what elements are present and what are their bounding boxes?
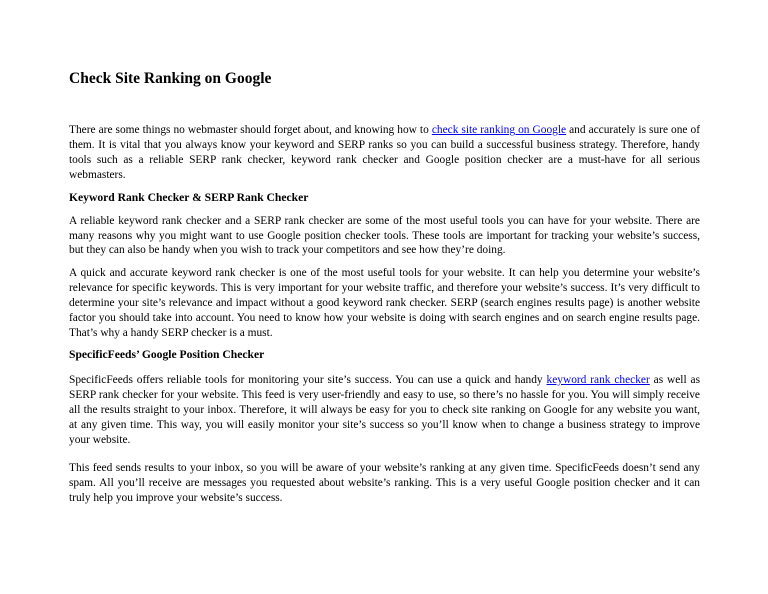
check-site-ranking-link[interactable]: check site ranking on Google <box>431 124 567 136</box>
section-heading-keyword-rank-checker: Keyword Rank Checker & SERP Rank Checker <box>69 190 309 204</box>
keyword-rank-checker-link[interactable]: keyword rank checker <box>546 373 650 386</box>
section2-paragraph-1 <box>69 373 700 448</box>
intro-text-after: and accurately is sure one of them. It is vital that you always know your keyword and SERP ranks so you can build a successful business strategy. Therefore, handy tools such as a reliable SERP rank checker, keyword rank checker and Google position checker are a must-have for all serious webmasters. <box>69 124 701 181</box>
section1-paragraph-1: A reliable keyword rank checker and a SERP rank checker are some of the most useful tools you can have for your website. There are many reasons why you might want to use Google position checker tools. These tools are important for tracking your website’s success, but they can also be handy when you wish to track your competitors and see how they’re doing. <box>69 214 700 257</box>
page-title: Check Site Ranking on Google <box>69 70 272 87</box>
section1-paragraph-2: A quick and accurate keyword rank checker is one of the most useful tools for your website. It can help you determine your website’s relevance for specific keywords. This is very important for your website traffic, and therefore your website’s success. It’s very difficult to determine your site’s relevance and impact without a good keyword rank checker. SERP (search engines results page) is another website factor you should take into account. You need to know how your website is doing with search engines and on search engine results page. That’s why a handy SERP checker is a must. <box>69 267 700 339</box>
section2-text-after: as well as SERP rank checker for your website. This feed is very user-friendly and easy to use, so there’s no hassle for you. You will simply receive all the results straight to your inbox. Therefore, it will always be easy for you to check site ranking on Google for any website you want, at any given time. This way, you will easily monitor your site’s success so you’ll know when to change a business strategy to improve your website. <box>69 373 701 446</box>
intro-paragraph <box>69 123 700 183</box>
section2-text-before: SpecificFeeds offers reliable tools for monitoring your site’s success. You can use a quick and handy <box>69 373 547 386</box>
section-heading-google-position-checker: SpecificFeeds’ Google Position Checker <box>69 347 265 361</box>
document-page <box>69 70 700 506</box>
intro-text-before: There are some things no webmaster should forget about, and knowing how to <box>69 124 432 136</box>
section2-paragraph-2: This feed sends results to your inbox, so you will be aware of your website’s ranking at any given time. SpecificFeeds doesn’t send any spam. All you’ll receive are messages you requested about website’s ranking. This is a very useful Google position checker and it can truly help you improve your website’s success. <box>69 462 700 505</box>
